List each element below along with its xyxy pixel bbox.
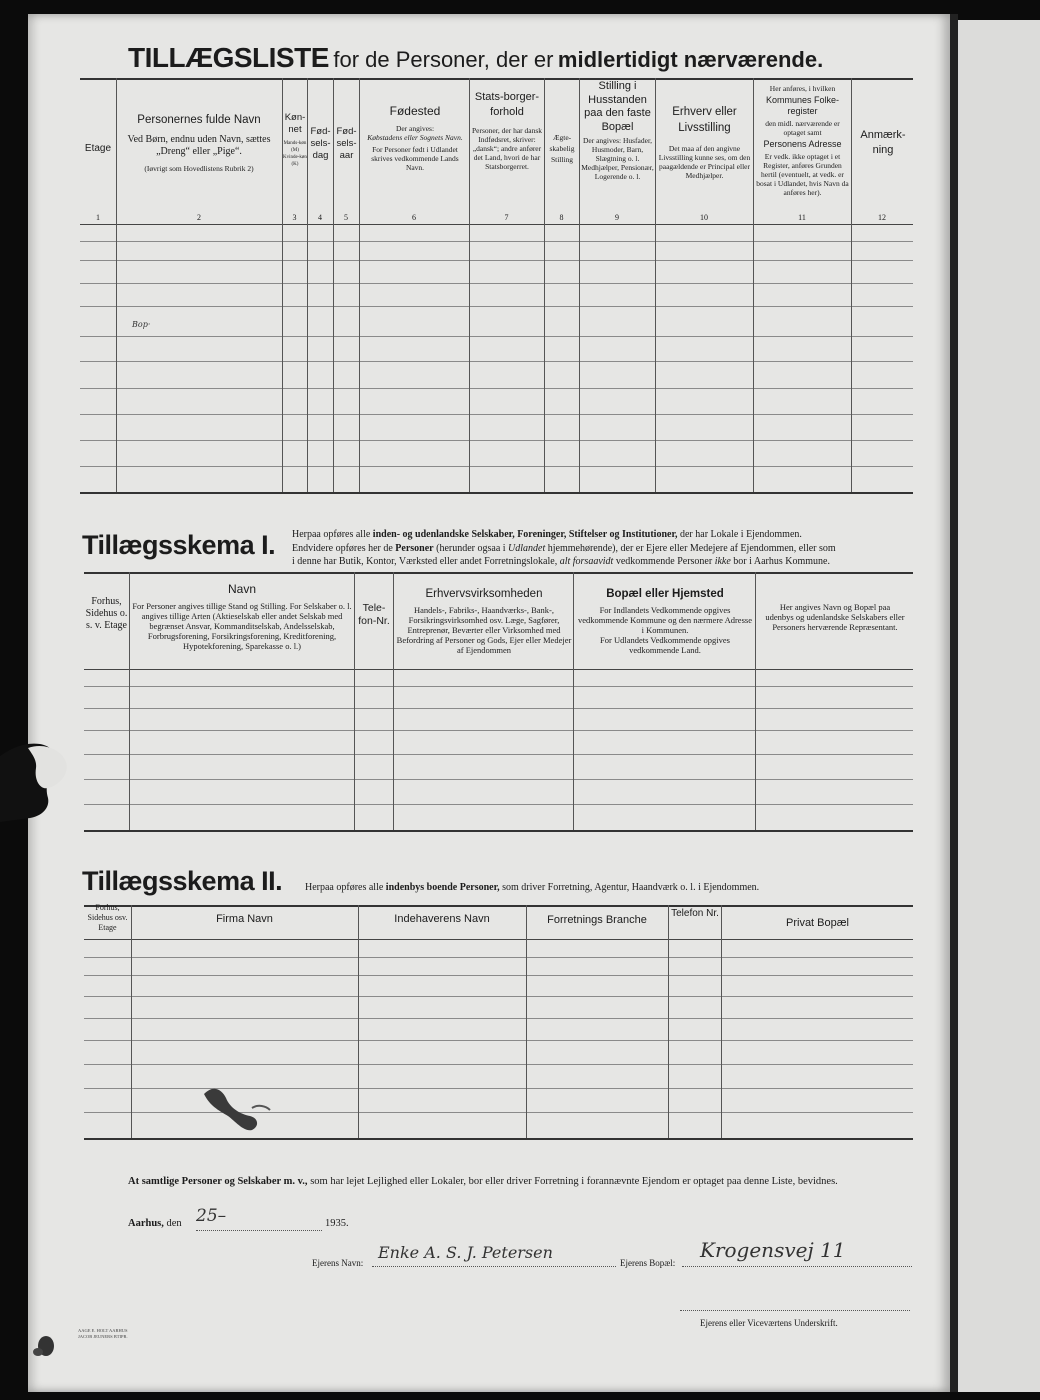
t1-colno: 9	[615, 213, 619, 222]
t1-header-register-d: Personens Adresse	[763, 139, 842, 149]
schedule-2-description	[305, 882, 759, 893]
s2-header-floor: Forhus, Sidehus osv. Etage	[87, 903, 128, 932]
t1-colno: 5	[344, 213, 348, 222]
page-title	[128, 42, 888, 74]
s1-header-name	[132, 582, 352, 651]
s1-header-name-title: Navn	[227, 582, 256, 596]
date-handwritten[interactable]: 25–	[196, 1206, 227, 1226]
s1-header-residence-sub2: For Udlandets Vedkommende opgives vedkommende Land.	[600, 635, 730, 655]
t1-header-name-note: (Iøvrigt som Hovedlistens Rubrik 2)	[144, 164, 254, 173]
printer-imprint: AAGE E. HOLT AARHUS JACOB JEUNERS BTIPR.	[78, 1328, 128, 1339]
t1-name-entry[interactable]: Bop·	[132, 320, 151, 329]
t1-header-birthplace-title: Fødested	[389, 104, 441, 118]
s1-header-residence-title: Bopæl eller Hjemsted	[606, 588, 724, 600]
adjacent-page	[958, 20, 1040, 1392]
owner-residence-label: Ejerens Bopæl:	[620, 1258, 676, 1268]
s1-header-name-sub: For Personer angives tillige Stand og Stilling. For Selskaber o. l. angives tillige Arten (Aktieselskab eller andet Selskab med begrænset Ansvar, Kommanditselskab, Andelsselskab, Forbrugsforening, Forsikringsforening, Kreditforening, Hypotekforening, Sparekasse o. l.)	[132, 601, 352, 651]
t1-header-citizenship-title: Stats-borger-forhold	[474, 91, 540, 118]
t1-header-occupation-sub: Det maa af den angivne Livsstilling kunne ses, om den paagældende er Principal eller Medhjælper.	[658, 144, 751, 180]
t1-colno: 6	[412, 213, 416, 222]
s2-header-owner: Indehaverens Navn	[394, 913, 490, 925]
s2-header-firm: Firma Navn	[216, 913, 273, 925]
t1-header-birthplace	[362, 104, 468, 172]
t1-colno: 10	[700, 213, 708, 222]
t1-header-register	[755, 84, 850, 197]
s2-header-phone: Telefon Nr.	[671, 908, 719, 919]
schedule-2-title: Tillægsskema II.	[82, 866, 283, 896]
t1-header-household-title: Stilling i Husstanden paa den faste Bopæl	[584, 80, 651, 133]
place-label: Aarhus,	[128, 1218, 164, 1229]
t1-colno: 2	[197, 213, 201, 222]
t1-header-birthplace-sub3: For Personer født i Udlandet skrives vedkommende Lands Navn.	[371, 145, 459, 172]
attestation-rest: som har lejet Lejlighed eller Lokaler, bor eller driver Forretning i forannævnte Ejendom er optaget paa denne Liste, bevidnes.	[310, 1176, 838, 1187]
ink-blot-mark	[200, 1082, 275, 1134]
t1-header-birthplace-sub1: Der angives:	[395, 124, 435, 133]
s1-desc-italic: ikke	[714, 556, 731, 567]
attestation-bold: At samtlige Personer og Selskaber m. v.,	[128, 1176, 308, 1187]
t1-header-name-sub: Ved Børn, endnu uden Navn, sættes „Dreng“ eller „Pige“.	[127, 134, 271, 157]
t1-header-sex	[283, 112, 307, 168]
signature-label: Ejerens eller Viceværtens Underskrift.	[700, 1318, 838, 1328]
title-rest: for de Personer, der er	[333, 47, 554, 72]
year-label: 1935.	[325, 1218, 349, 1229]
s1-desc-text: Herpaa opføres alle	[292, 529, 371, 540]
s1-header-business-title: Erhvervsvirksomheden	[425, 588, 543, 600]
s1-desc-text: Endvidere opføres her de	[292, 542, 393, 554]
t1-header-household	[580, 80, 655, 181]
den-label: den	[166, 1218, 182, 1229]
s1-header-residence-sub1: For Indlandets Vedkommende opgives vedkommende Kommune og den nærmere Adresse i Kommunen.	[578, 605, 752, 635]
t1-header-marital: Ægte-skabelig Stilling	[549, 133, 575, 164]
t1-header-register-b: Kommunes Folke-register	[765, 95, 840, 116]
s1-desc-text: vedkommende Personer	[615, 556, 713, 567]
s1-desc-text: hjemmehørende), der er Ejere eller Medejere af Ejendommen, eller som	[547, 542, 836, 554]
t1-header-etage: Etage	[84, 143, 112, 154]
t1-header-sex-title: Køn-net	[284, 112, 306, 135]
s1-desc-italic: alt forsaavidt	[559, 556, 614, 567]
t1-header-citizenship-sub: Personer, der har dansk Indfødsret, skriver: „dansk“; andre anfører det Land, hvori de har Statsborgerret.	[471, 126, 543, 171]
attestation-text	[128, 1176, 838, 1187]
t1-colno: 3	[292, 213, 297, 222]
t1-header-remarks: Anmærk-ning	[860, 129, 906, 156]
t1-header-occupation-title: Erhverv eller Livsstilling	[672, 106, 737, 134]
s1-desc-text: bor i Aarhus Kommune.	[733, 556, 830, 567]
t1-header-occupation	[657, 104, 752, 180]
s1-desc-text: (herunder ogsaa i	[436, 542, 506, 554]
t1-colno: 7	[504, 213, 509, 222]
s1-header-business	[396, 588, 572, 655]
title-bold-end: midlertidigt nærværende.	[557, 47, 824, 72]
schedule-1-title: Tillægsskema I.	[82, 530, 276, 560]
ink-smudge	[30, 1330, 60, 1364]
t1-header-name-title: Personernes fulde Navn	[137, 114, 261, 126]
t1-colno: 12	[878, 213, 886, 222]
t1-colno: 4	[318, 213, 322, 222]
s1-desc-bold: inden- og udenlandske Selskaber, Foreninger, Stiftelser og Institutioner,	[372, 529, 678, 540]
t1-header-sex-sub: Mands-køn (M) Kvinde-køn (K)	[283, 141, 307, 167]
title-main: TILLÆGSLISTE	[128, 42, 329, 73]
s1-desc-text: i denne har Butik, Kontor, Værksted eller andet Forretningslokale,	[292, 556, 558, 567]
s2-desc-text: Herpaa opføres alle	[305, 882, 384, 893]
s2-header-branch: Forretnings Branche	[547, 914, 647, 926]
t1-colno: 1	[96, 213, 100, 222]
s2-desc-bold: indenbys boende Personer,	[385, 882, 500, 893]
t1-header-register-e: Er vedk. ikke optaget i et Register, anføres Grunden hertil (eventuelt, at vedk. er bosat i Udlandet, hvis Navn da anføres her).	[756, 152, 849, 197]
t1-header-register-a: Her anføres, i hvilken	[769, 84, 836, 93]
s1-header-representative: Her angives Navn og Bopæl paa udenbys og udenlandske Selskabers eller Personers herværende Repræsentant.	[765, 602, 905, 632]
t1-colno: 8	[559, 213, 564, 222]
owner-residence-handwritten[interactable]: Krogensvej 11	[700, 1238, 846, 1262]
t1-header-household-sub: Der angives: Husfader, Husmoder, Barn, Slægtning o. l. Medhjælper, Pensionær, Logerende o. l.	[581, 136, 654, 181]
s2-desc-text: som driver Forretning, Agentur, Haandværk o. l. i Ejendommen.	[502, 882, 760, 893]
page-binding-edge	[950, 14, 958, 1392]
torn-page-tab	[0, 738, 76, 828]
t1-header-birthplace-sub2: Købstadens eller Sognets Navn.	[367, 133, 463, 142]
t1-header-birthyear: Fød-sels-aar	[336, 126, 357, 161]
s1-header-floor: Forhus, Sidehus o. s. v. Etage	[85, 596, 128, 631]
owner-name-label: Ejerens Navn:	[312, 1258, 364, 1268]
date-line	[128, 1218, 182, 1229]
schedule-1-description	[292, 528, 922, 569]
owner-name-handwritten[interactable]: Enke A. S. J. Petersen	[378, 1243, 553, 1262]
t1-header-citizenship	[471, 90, 543, 171]
t1-header-name	[118, 114, 280, 173]
s1-desc-bold: Personer	[395, 542, 434, 554]
t1-colno: 11	[798, 213, 806, 222]
s1-header-business-sub: Handels-, Fabriks-, Haandværks-, Bank-, Forsikringsvirksomhed osv. Læge, Sagfører, Entreprenør, Beværter eller Virksomhed med Befordring af Personer og Gods, Ejer eller Medejer af Ejendommen	[396, 605, 572, 655]
s2-header-private-residence: Privat Bopæl	[786, 917, 849, 929]
s1-header-residence	[577, 588, 753, 655]
t1-header-birthday: Fød-sels-dag	[310, 126, 331, 161]
s1-header-phone: Tele-fon-Nr.	[358, 602, 390, 627]
s1-desc-text: der har Lokale i Ejendommen.	[679, 529, 802, 540]
s1-desc-italic: Udlandet	[508, 542, 546, 554]
t1-header-register-c: den midl. nærværende er optaget samt	[765, 119, 840, 137]
